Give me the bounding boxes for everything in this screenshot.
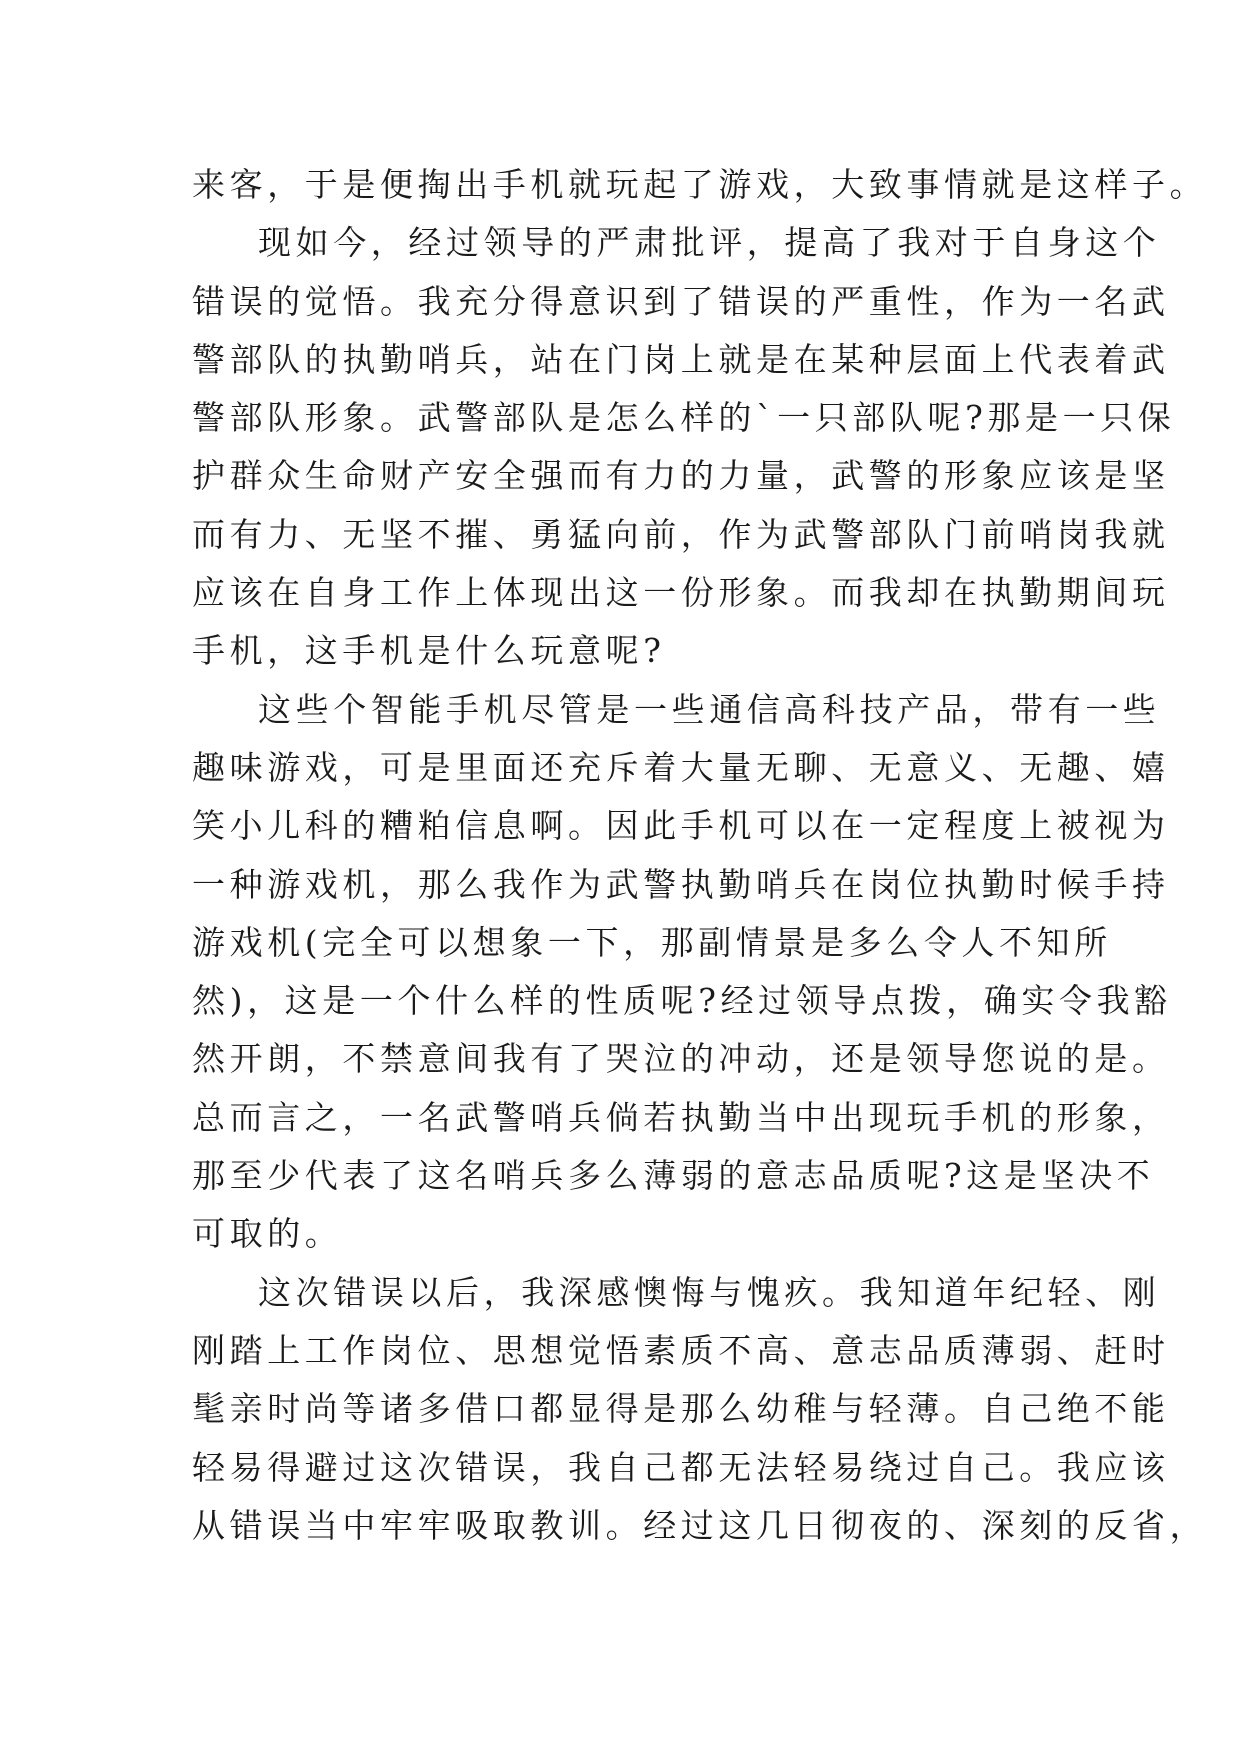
document-body [192,156,1208,1555]
text-line: 一种游戏机，那么我作为武警执勤哨兵在岗位执勤时候手持 [192,864,1170,904]
text-line: 这次错误以后，我深感懊悔与愧疚。我知道年纪轻、刚 [258,1272,1161,1312]
text-line: 总而言之，一名武警哨兵倘若执勤当中出现玩手机的形象， [192,1097,1170,1137]
text-line: 警部队形象。武警部队是怎么样的`一只部队呢?那是一只保 [192,398,1176,438]
text-line: 警部队的执勤哨兵，站在门岗上就是在某种层面上代表着武 [192,339,1170,379]
text-line: 可取的。 [192,1214,343,1254]
text-line: 护群众生命财产安全强而有力的力量，武警的形象应该是坚 [192,456,1170,496]
text-line: 那至少代表了这名哨兵多么薄弱的意志品质呢?这是坚决不 [192,1156,1155,1196]
text-line: 手机，这手机是什么玩意呢? [192,631,666,671]
text-line: 轻易得避过这次错误，我自己都无法轻易绕过自己。我应该 [192,1447,1170,1487]
text-line: 笑小儿科的糟粕信息啊。因此手机可以在一定程度上被视为 [192,806,1170,846]
text-line: 然开朗，不禁意间我有了哭泣的冲动，还是领导您说的是。 [192,1039,1170,1079]
text-line: 来客，于是便掏出手机就玩起了游戏，大致事情就是这样子。 [192,165,1208,204]
text-line: 趣味游戏，可是里面还充斥着大量无聊、无意义、无趣、嬉 [192,747,1170,787]
text-line: 这些个智能手机尽管是一些通信高科技产品，带有一些 [258,689,1161,729]
text-line: 从错误当中牢牢吸取教训。经过这几日彻夜的、深刻的反省， [192,1505,1208,1545]
text-line: 现如今，经过领导的严肃批评，提高了我对于自身这个 [258,223,1161,263]
text-line: 应该在自身工作上体现出这一份形象。而我却在执勤期间玩 [192,573,1170,613]
text-line: 髦亲时尚等诸多借口都显得是那么幼稚与轻薄。自己绝不能 [192,1389,1170,1429]
text-line: 然)，这是一个什么样的性质呢?经过领导点拨，确实令我豁 [192,981,1172,1021]
text-line: 刚踏上工作岗位、思想觉悟素质不高、意志品质薄弱、赶时 [192,1330,1170,1370]
text-line: 错误的觉悟。我充分得意识到了错误的严重性，作为一名武 [192,281,1170,321]
text-line: 而有力、无坚不摧、勇猛向前，作为武警部队门前哨岗我就 [192,514,1170,554]
text-line: 游戏机(完全可以想象一下，那副情景是多么令人不知所 [192,922,1112,962]
